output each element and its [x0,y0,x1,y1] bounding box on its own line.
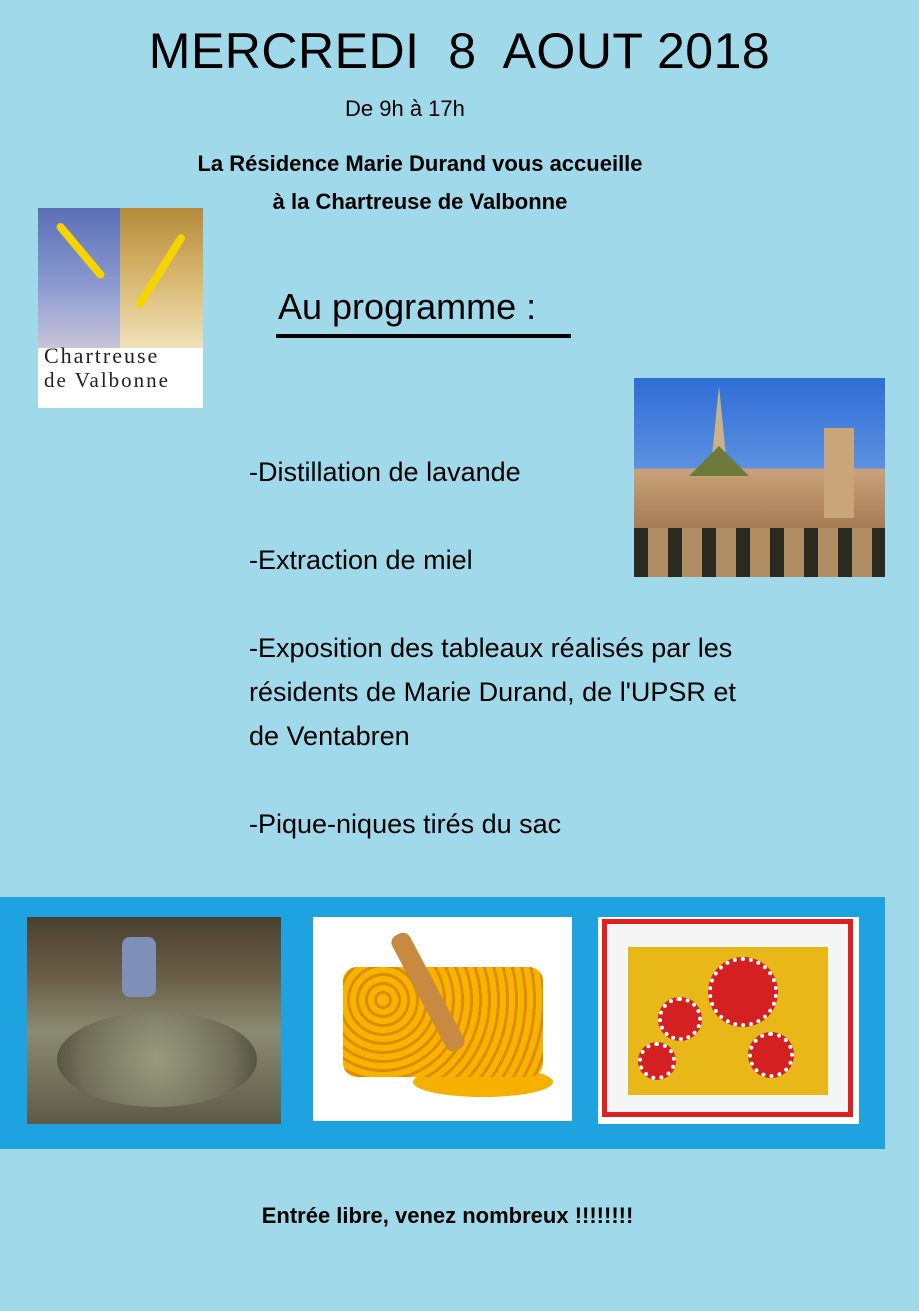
worker-figure [122,937,156,997]
chartreuse-logo [38,208,203,408]
lavender-bundle [57,1012,257,1107]
logo-text-line-1: Chartreuse [44,343,160,368]
painting-photo [598,917,859,1124]
painting-dot-large [708,957,778,1027]
event-date-title: MERCREDI 8 AOUT 2018 [148,23,771,79]
logo-cloister-right [120,208,203,348]
church-spire [712,386,726,456]
program-item-picnic: -Pique-niques tirés du sac [249,809,562,839]
honeycomb-photo [313,917,572,1121]
painting-dot-medium [658,997,702,1041]
program-item-lavender: -Distillation de lavande [249,457,521,487]
welcome-text [130,145,710,221]
program-title: Au programme : [278,286,537,327]
program-item-exhibition: -Exposition des tableaux réalisés par les résidents de Marie Durand, de l'UPSR et de Ventabren [249,633,736,751]
church-arcade [634,528,885,577]
chartreuse-photo [634,378,885,577]
painting-dot-small [638,1042,676,1080]
program-title-underline [276,334,571,338]
welcome-line-2: à la Chartreuse de Valbonne [272,189,568,214]
welcome-line-1: La Résidence Marie Durand vous accueille [197,151,643,176]
church-roof [689,446,749,476]
logo-text-line-2: de Valbonne [44,368,171,392]
logo-cloister-left [38,208,120,348]
lavender-distillation-photo [27,917,281,1124]
program-item-honey: -Extraction de miel [249,545,473,575]
footer-text: Entrée libre, venez nombreux !!!!!!!! [261,1203,634,1228]
painting-dot-right [748,1032,794,1078]
church-tower [824,428,854,518]
event-hours: De 9h à 17h [345,96,465,121]
